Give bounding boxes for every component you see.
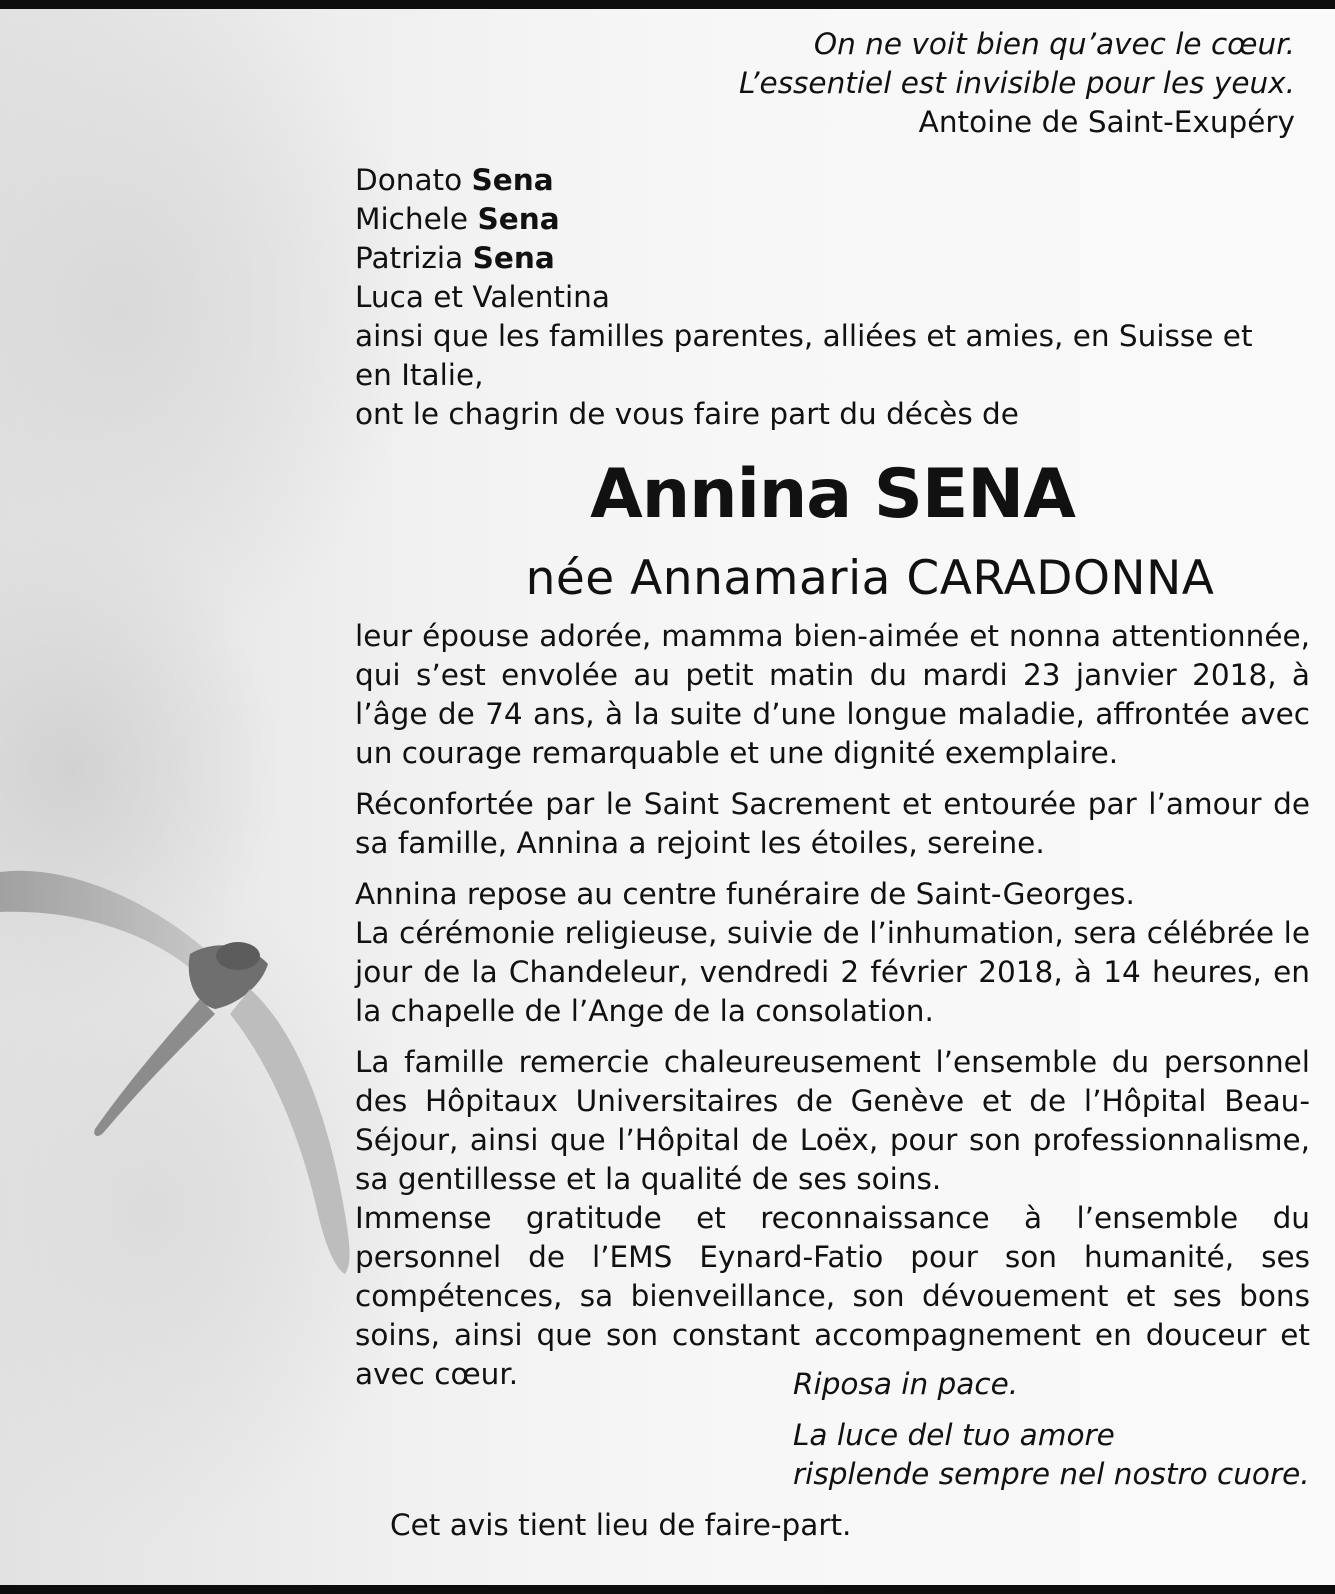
obituary-body bbox=[355, 617, 1310, 1406]
epigraph-quote bbox=[739, 25, 1295, 142]
grandchildren: Luca et Valentina bbox=[355, 280, 610, 314]
first-name: Patrizia bbox=[355, 241, 464, 275]
family-list bbox=[355, 161, 1310, 434]
relatives-line: ainsi que les familles parentes, alliées et amies, en Suisse et bbox=[355, 319, 1253, 353]
first-name: Donato bbox=[355, 163, 463, 197]
quote-line: On ne voit bien qu’avec le cœur. bbox=[813, 27, 1295, 61]
family-member bbox=[355, 161, 1310, 200]
paragraph: Réconfortée par le Saint Sacrement et entourée par l’amour de sa famille, Annina a rejoint les étoiles, sereine. bbox=[355, 787, 1310, 860]
flying-bird-image bbox=[0, 864, 360, 1284]
relatives-line: en Italie, bbox=[355, 358, 484, 392]
notice-text: Cet avis tient lieu de faire-part. bbox=[390, 1508, 852, 1542]
paragraph: La cérémonie religieuse, suivie de l’inhumation, sera célébrée le jour de la Chandeleur, vendredi 2 février 2018, à 14 heures, en la chapelle de l’Ange de la consolation. bbox=[355, 916, 1310, 1028]
quote-author: Antoine de Saint-Exupéry bbox=[918, 105, 1295, 139]
closing-line: Riposa in pace. bbox=[793, 1367, 1019, 1401]
last-name: Sena bbox=[471, 163, 554, 197]
closing-line: risplende sempre nel nostro cuore. bbox=[793, 1457, 1310, 1491]
paragraph: La famille remercie chaleureusement l’ensemble du personnel des Hôpitaux Universitaires de Genève et de l’Hôpital Beau-Séjour, ainsi que l’Hôpital de Loëx, pour son professionnalisme, sa gentillesse et la qualité de ses soins. bbox=[355, 1045, 1310, 1196]
closing-line: La luce del tuo amore bbox=[793, 1418, 1115, 1452]
last-name: Sena bbox=[472, 241, 555, 275]
family-member bbox=[355, 200, 1310, 239]
deceased-name: Annina SENA bbox=[590, 455, 1075, 534]
paragraph: Annina repose au centre funéraire de Saint-Georges. bbox=[355, 877, 1135, 911]
closing-verse bbox=[793, 1365, 1310, 1494]
quote-line: L’essentiel est invisible pour les yeux. bbox=[739, 66, 1295, 100]
first-name: Michele bbox=[355, 202, 469, 236]
announcement: ont le chagrin de vous faire part du décès de bbox=[355, 397, 1019, 431]
paragraph: Immense gratitude et reconnaissance à l’ensemble du personnel de l’EMS Eynard-Fatio pour son humanité, ses compétences, sa bienveillance, son dévouement et ses bons soins, ainsi que son constant accompagnement en douceur et avec cœur. bbox=[355, 1201, 1310, 1391]
paragraph: leur épouse adorée, mamma bien-aimée et nonna attentionnée, qui s’est envolée au petit matin du mardi 23 janvier 2018, à l’âge de 74 ans, à la suite d’une longue maladie, affrontée avec un courage remarquable et une dignité exemplaire. bbox=[355, 619, 1310, 770]
last-name: Sena bbox=[477, 202, 560, 236]
family-member bbox=[355, 239, 1310, 278]
maiden-name: née Annamaria CARADONNA bbox=[525, 551, 1215, 606]
